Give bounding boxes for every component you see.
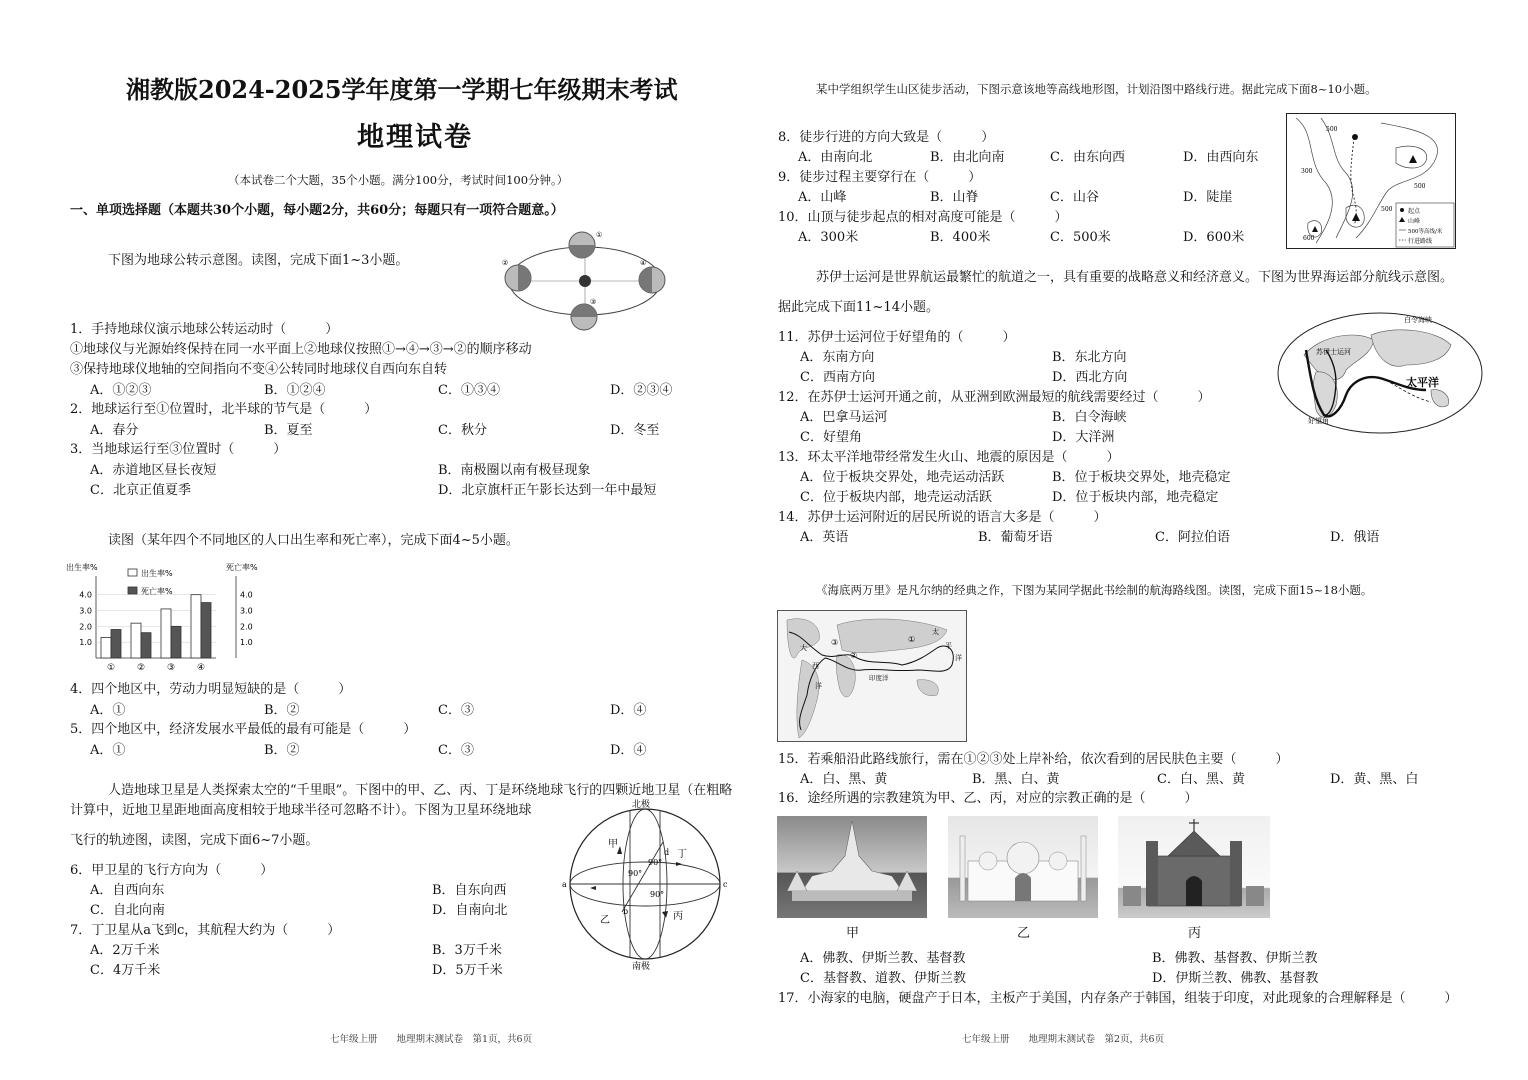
chart-category-label: ② xyxy=(136,663,146,673)
chart-bar-death-1 xyxy=(111,630,121,659)
shipping-route-map xyxy=(1276,310,1484,436)
orbit-label-2: ② xyxy=(502,259,509,267)
label-yi: 乙 xyxy=(600,915,610,926)
q15-option-c[interactable]: C．白、黑、黄 xyxy=(1157,772,1245,787)
q10-option-d[interactable]: D．600米 xyxy=(1183,230,1245,245)
q3: 3．当地球运行至③位置时（ ） xyxy=(70,442,287,457)
map-label-suez: 苏伊士运河 xyxy=(1316,348,1351,356)
chart-bar-death-3 xyxy=(171,626,181,658)
chart-bar-death-2 xyxy=(141,633,151,658)
q11-option-c[interactable]: C．西南方向 xyxy=(800,370,875,385)
label-ding: 丁 xyxy=(677,849,687,860)
map2-label-3: ③ xyxy=(831,638,839,647)
q2-option-d[interactable]: D．冬至 xyxy=(610,423,660,438)
contour-map xyxy=(1286,113,1456,249)
map2-label-yang2: 洋 xyxy=(955,654,962,662)
arrow-ding xyxy=(676,862,682,866)
q8-option-d[interactable]: D．由西向东 xyxy=(1183,150,1259,165)
q4-option-a[interactable]: A．① xyxy=(90,703,126,718)
q16-option-a[interactable]: A．佛教、伊斯兰教、基督教 xyxy=(800,951,966,966)
q15: 15．若乘船沿此路线旅行，需在①②③处上岸补给，依次看到的居民肤色主要（ ） xyxy=(778,752,1289,767)
intro-15-18: 《海底两万里》是凡尔纳的经典之作，下图为某同学据此书绘制的航海路线图。读图，完成下面15~18小题。 xyxy=(816,583,1373,597)
contour-label-500b: 500 xyxy=(1414,183,1426,190)
q14: 14．苏伊士运河附近的居民所说的语言大多是（ ） xyxy=(778,510,1107,525)
label-deg1: 90° xyxy=(648,858,663,867)
q10-option-c[interactable]: C．500米 xyxy=(1050,230,1111,245)
q16: 16．途经所遇的宗教建筑为甲、乙、丙，对应的宗教正确的是（ ） xyxy=(778,791,1198,806)
q1-option-a[interactable]: A．①②③ xyxy=(90,383,152,398)
q5-option-c[interactable]: C．③ xyxy=(438,743,474,758)
label-b: b xyxy=(623,907,629,916)
arrow-yi xyxy=(590,886,596,890)
legend-route: 行进路线 xyxy=(1408,238,1433,245)
q9-option-c[interactable]: C．山谷 xyxy=(1050,190,1099,205)
q9-option-a[interactable]: A．山峰 xyxy=(798,190,847,205)
chart-ytick-right: 2.0 xyxy=(240,622,253,632)
map2-label-tai: 太 xyxy=(932,628,939,636)
chart-bar-death-4 xyxy=(201,603,211,658)
q2-option-b[interactable]: B．夏至 xyxy=(264,423,313,438)
q3-option-c[interactable]: C．北京正值夏季 xyxy=(90,483,191,498)
q11-option-a[interactable]: A．东南方向 xyxy=(800,350,875,365)
satellite-diagram xyxy=(560,800,730,972)
map2-label-xi: 西 xyxy=(812,662,819,670)
legend-birth: 出生率% xyxy=(141,569,173,578)
q7-option-c[interactable]: C．4万千米 xyxy=(90,963,161,978)
q8-option-a[interactable]: A．由南向北 xyxy=(798,150,873,165)
q4: 4．四个地区中，劳动力明显短缺的是（ ） xyxy=(70,682,352,697)
q1-option-d[interactable]: D．②③④ xyxy=(610,383,673,398)
q3-option-d[interactable]: D．北京旗杆正午影长达到一年中最短 xyxy=(438,483,657,498)
q13: 13．环太平洋地带经常发生火山、地震的原因是（ ） xyxy=(778,450,1120,465)
q1-option-c[interactable]: C．①③④ xyxy=(438,383,500,398)
label-d: d xyxy=(664,848,670,857)
chart-ylabel-left: 出生率% xyxy=(66,563,98,572)
photo-label-jia: 甲 xyxy=(846,926,860,941)
q5-option-a[interactable]: A．① xyxy=(90,743,126,758)
q12-option-c[interactable]: C．好望角 xyxy=(800,430,862,445)
chart-category-label: ④ xyxy=(196,663,206,673)
q7-option-a[interactable]: A．2万千米 xyxy=(90,943,160,958)
orbit-label-4: ④ xyxy=(640,259,647,267)
section-heading: 一、单项选择题（本题共30个小题，每小题2分，共60分；每题只有一项符合题意。） xyxy=(70,203,564,218)
chart-bar-birth-3 xyxy=(161,609,171,658)
q14-option-b[interactable]: B．葡萄牙语 xyxy=(978,530,1053,545)
map-label-bering: 白令海峡 xyxy=(1404,316,1432,324)
map2-label-yang: 洋 xyxy=(815,682,822,690)
map-label-cape: 好望角 xyxy=(1308,417,1329,425)
intro-11-14-line2: 据此完成下面11~14小题。 xyxy=(778,300,939,315)
orbit-diagram xyxy=(500,228,670,333)
chart-ytick-right: 4.0 xyxy=(240,590,253,600)
q1: 1．手持地球仪演示地球公转运动时（ ） xyxy=(70,322,339,337)
q17: 17．小海家的电脑，硬盘产于日本，主板产于美国，内存条产于韩国，组装于印度，对此现象的合理解释是（ ） xyxy=(778,991,1458,1006)
photo-label-bing: 丙 xyxy=(1188,926,1202,941)
exam-subtitle: 地理试卷 xyxy=(357,122,473,153)
start-point xyxy=(1352,134,1358,140)
chart-ytick-left: 3.0 xyxy=(79,606,92,616)
intro-6-7-line1: 人造地球卫星是人类探索太空的“千里眼”。下图中的甲、乙、丙、丁是环绕地球飞行的四颗近地卫星（在粗略 xyxy=(108,783,733,798)
q12-option-a[interactable]: A．巴拿马运河 xyxy=(800,410,888,425)
legend-peak: 山峰 xyxy=(1408,218,1421,225)
q2-option-c[interactable]: C．秋分 xyxy=(438,423,487,438)
q10-option-a[interactable]: A．300米 xyxy=(798,230,859,245)
exam-title: 湘教版2024-2025学年度第一学期七年级期末考试 xyxy=(126,75,678,104)
q7: 7．丁卫星从a飞到c，其航程大约为（ ） xyxy=(70,923,341,938)
q5: 5．四个地区中，经济发展水平最低的最有可能是（ ） xyxy=(70,722,417,737)
chart-ylabel-right: 死亡率% xyxy=(226,563,258,572)
q15-option-a[interactable]: A．白、黑、黄 xyxy=(800,772,888,787)
q15-option-b[interactable]: B．黑、白、黄 xyxy=(972,772,1060,787)
footer-right: 七年级上册 地理期末测试卷 第2页，共6页 xyxy=(962,1034,1165,1045)
label-deg3: 90° xyxy=(650,890,665,899)
q12: 12．在苏伊士运河开通之前，从亚洲到欧洲最短的航线需要经过（ ） xyxy=(778,390,1211,405)
q7-option-d[interactable]: D．5万千米 xyxy=(432,963,503,978)
intro-1-3: 下图为地球公转示意图。读图，完成下面1~3小题。 xyxy=(108,253,409,268)
q16-option-b[interactable]: B．佛教、基督教、伊斯兰教 xyxy=(1152,951,1318,966)
contour-label-500a: 500 xyxy=(1326,126,1338,133)
q8: 8．徒步行进的方向大致是（ ） xyxy=(778,130,995,145)
q2-option-a[interactable]: A．春分 xyxy=(90,423,139,438)
q6-option-b[interactable]: B．自东向西 xyxy=(432,883,507,898)
q6-option-c[interactable]: C．自北向南 xyxy=(90,903,165,918)
chart-ytick-left: 2.0 xyxy=(79,622,92,632)
sun xyxy=(579,275,591,287)
q12-option-d[interactable]: D．大洋洲 xyxy=(1052,430,1115,445)
orbit-label-3: ③ xyxy=(590,298,597,306)
q10-option-b[interactable]: B．400米 xyxy=(930,230,991,245)
map2-label-ping: 平 xyxy=(945,642,952,650)
q16-option-d[interactable]: D．伊斯兰教、佛教、基督教 xyxy=(1152,971,1319,986)
label-c: c xyxy=(723,880,728,889)
intro-4-5: 读图（某年四个不同地区的人口出生率和死亡率），完成下面4~5小题。 xyxy=(108,533,519,548)
q11-option-d[interactable]: D．西北方向 xyxy=(1052,370,1128,385)
q7-option-b[interactable]: B．3万千米 xyxy=(432,943,502,958)
chart-category-label: ③ xyxy=(166,663,176,673)
legend-contour: 500等高线/米 xyxy=(1408,229,1443,235)
q15-option-d[interactable]: D．黄、黑、白 xyxy=(1330,772,1419,787)
q13-option-c[interactable]: C．位于板块内部，地壳运动活跃 xyxy=(800,490,992,505)
q4-option-c[interactable]: C．③ xyxy=(438,703,474,718)
chart-bar-birth-2 xyxy=(131,623,141,658)
intro-6-7-line2: 计算中，近地卫星距地面高度相较于地球半径可忽略不计）。下图为卫星环绕地球 xyxy=(70,803,532,818)
q8-option-c[interactable]: C．由东向西 xyxy=(1050,150,1125,165)
photo-church xyxy=(1118,816,1270,918)
intro-8-10: 某中学组织学生山区徒步活动，下图示意该地等高线地形图，计划沿图中路线行进。据此完成下面8~10小题。 xyxy=(816,82,1377,96)
q9-option-b[interactable]: B．山脊 xyxy=(930,190,979,205)
label-bing: 丙 xyxy=(673,911,683,922)
q12-option-b[interactable]: B．白令海峡 xyxy=(1052,410,1127,425)
chart-ytick-left: 4.0 xyxy=(79,590,92,600)
photo-label-yi: 乙 xyxy=(1017,926,1031,941)
q5-option-d[interactable]: D．④ xyxy=(610,743,647,758)
map-label-pacific: 太平洋 xyxy=(1406,376,1439,389)
q1-option-b[interactable]: B．①②④ xyxy=(264,383,326,398)
legend-start: 起点 xyxy=(1408,208,1421,215)
exam-note: （本试卷二个大题，35个小题。满分100分，考试时间100分钟。） xyxy=(228,173,569,187)
legend-death-swatch xyxy=(128,587,137,594)
photo-buddhist-pagoda xyxy=(777,816,927,918)
q14-option-d[interactable]: D．俄语 xyxy=(1330,530,1380,545)
chart-bar-birth-4 xyxy=(191,595,201,658)
label-north: 北极 xyxy=(632,800,651,810)
chart-ytick-right: 3.0 xyxy=(240,606,253,616)
q13-option-b[interactable]: B．位于板块交界处，地壳稳定 xyxy=(1052,470,1231,485)
q13-option-a[interactable]: A．位于板块交界处，地壳运动活跃 xyxy=(800,470,1005,485)
q16-option-c[interactable]: C．基督教、道教、伊斯兰教 xyxy=(800,971,966,986)
contour-label-300: 300 xyxy=(1301,168,1313,175)
q14-option-c[interactable]: C．阿拉伯语 xyxy=(1155,530,1230,545)
q11-option-b[interactable]: B．东北方向 xyxy=(1052,350,1127,365)
voyage-route-map xyxy=(777,610,967,742)
q2: 2．地球运行至①位置时，北半球的节气是（ ） xyxy=(70,402,378,417)
legend-birth-swatch xyxy=(128,569,137,576)
contour-label-600: 600 xyxy=(1303,235,1315,242)
q3-option-b[interactable]: B．南极圈以南有极昼现象 xyxy=(438,463,591,478)
label-south: 南极 xyxy=(632,962,651,972)
label-deg2: 90° xyxy=(628,869,643,878)
label-jia: 甲 xyxy=(608,839,618,850)
map2-label-indian: 印度洋 xyxy=(869,674,889,682)
photo-mosque xyxy=(948,816,1098,918)
q3-option-a[interactable]: A．赤道地区昼长夜短 xyxy=(90,463,217,478)
label-a: a xyxy=(562,880,567,889)
population-chart xyxy=(66,560,276,680)
q5-option-b[interactable]: B．② xyxy=(264,743,300,758)
q9-option-d[interactable]: D．陡崖 xyxy=(1183,190,1233,205)
q4-option-b[interactable]: B．② xyxy=(264,703,300,718)
q9: 9．徒步过程主要穿行在（ ） xyxy=(778,170,982,185)
chart-ytick-right: 1.0 xyxy=(240,638,253,648)
q13-option-d[interactable]: D．位于板块内部，地壳稳定 xyxy=(1052,490,1219,505)
q6-option-d[interactable]: D．自南向北 xyxy=(432,903,508,918)
chart-ytick-left: 1.0 xyxy=(79,638,92,648)
q1-statement-1: ①地球仪与光源始终保持在同一水平面上②地球仪按照①→④→③→②的顺序移动 xyxy=(70,342,532,357)
intro-6-7-line3: 飞行的轨迹图，读图，完成下面6~7小题。 xyxy=(70,833,319,848)
q11: 11．苏伊士运河位于好望角的（ ） xyxy=(778,330,1016,345)
q6: 6．甲卫星的飞行方向为（ ） xyxy=(70,863,274,878)
footer-left: 七年级上册 地理期末测试卷 第1页，共6页 xyxy=(330,1034,533,1045)
contour-label-500c: 500 xyxy=(1381,206,1393,213)
legend-death: 死亡率% xyxy=(141,587,173,596)
chart-category-label: ① xyxy=(106,663,116,673)
map2-label-2: ② xyxy=(850,651,858,660)
intro-11-14-line1: 苏伊士运河是世界航运最繁忙的航道之一，具有重要的战略意义和经济意义。下图为世界海运部分航线示意图。 xyxy=(816,270,1454,285)
q1-statement-2: ③保持地球仪地轴的空间指向不变④公转同时地球仪自西向东自转 xyxy=(70,362,448,377)
q6-option-a[interactable]: A．自西向东 xyxy=(90,883,165,898)
q10: 10．山顶与徒步起点的相对高度可能是（ ） xyxy=(778,210,1068,225)
map2-label-1: ① xyxy=(908,635,916,644)
q4-option-d[interactable]: D．④ xyxy=(610,703,647,718)
map2-label-da: 大 xyxy=(800,644,807,652)
chart-bar-birth-1 xyxy=(101,637,111,658)
q8-option-b[interactable]: B．由北向南 xyxy=(930,150,1005,165)
orbit-label-1: ① xyxy=(596,231,603,239)
q14-option-a[interactable]: A．英语 xyxy=(800,530,849,545)
